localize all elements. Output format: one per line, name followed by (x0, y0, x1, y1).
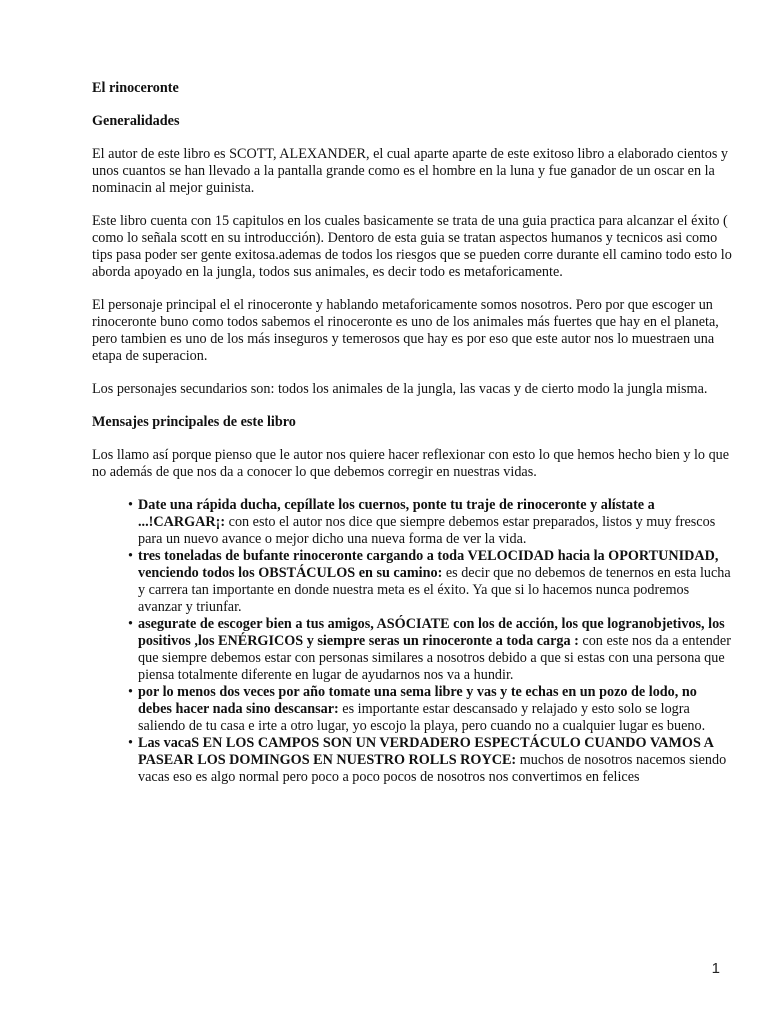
section-heading-generalidades: Generalidades (92, 113, 180, 129)
list-item-body (138, 735, 732, 786)
messages-list (92, 497, 732, 786)
section-heading-mensajes: Mensajes principales de este libro (92, 414, 296, 430)
page-number: 1 (711, 960, 720, 977)
list-item-lead: asegurate de escoger bien a tus amigos, ASÓCIATE con los de acción, los que logranobjetivos, los positivos ,los ENÉRGICOS y siempre seras un rinoceronte a toda carga : (138, 616, 725, 649)
list-item (128, 497, 732, 548)
bullet-icon: • (128, 548, 133, 564)
list-item-lead: por lo menos dos veces por año tomate una sema libre y vas y te echas en un pozo de lodo, no debes hacer nada sino descansar: (138, 684, 697, 717)
list-item-text: muchos de nosotros nacemos siendo vacas eso es algo normal pero poco a poco pocos de nosotros nos convertimos en felices (138, 752, 727, 785)
list-item-text: con esto el autor nos dice que siempre debemos estar preparados, listos y muy frescos para un nuevo avance o mejor dicho una nueva forma de ver la vida. (138, 514, 716, 547)
paragraph-secondary-characters: Los personajes secundarios son: todos los animales de la jungla, las vacas y de cierto modo la jungla misma. (92, 381, 708, 397)
paragraph-author: El autor de este libro es SCOTT, ALEXANDER, el cual aparte aparte de este exitoso libro a elaborado cientos y unos cuantos se han llevado a la pantalla grande como es el hombre en la luna y fue ganador de un oscar en la nominacin al mejor guinista. (92, 146, 728, 196)
bullet-icon: • (128, 735, 133, 751)
list-item-lead: Date una rápida ducha, cepíllate los cuernos, ponte tu traje de rinoceronte y alístate a ...!CARGAR¡: (138, 497, 655, 530)
bullet-icon: • (128, 616, 133, 632)
list-item-lead: Las vacaS EN LOS CAMPOS SON UN VERDADERO ESPECTÁCULO CUANDO VAMOS A PASEAR LOS DOMINGOS EN NUESTRO ROLLS ROYCE: (138, 735, 714, 768)
list-item (128, 735, 732, 786)
list-item (128, 548, 732, 616)
list-item-text: es decir que no debemos de tenernos en esta lucha y carrera tan importante en donde nuestra meta es el éxito. Ya que si lo hacemos nunca podremos avanzar y triunfar. (138, 565, 731, 615)
list-item (128, 684, 732, 735)
list-item-text: con este nos da a entender que siempre debemos estar con personas similares a nosotros debido a que si estas con una persona que piensa totalmente diferente en lugar de ayudarnos nos va a hundir. (138, 633, 731, 683)
document-title: El rinoceronte (92, 80, 179, 96)
bullet-icon: • (128, 497, 133, 513)
list-item-body (138, 548, 732, 616)
bullet-icon: • (128, 684, 133, 700)
document-page (92, 80, 732, 786)
list-item-text: es importante estar descansado y relajado y esto solo se logra saliendo de tu casa e irte a otro lugar, yo escojo la playa, pero cuando no a cualquier lugar es bueno. (138, 701, 706, 734)
list-item-body (138, 497, 732, 548)
list-item-body (138, 616, 732, 684)
paragraph-main-character: El personaje principal el el rinoceronte y hablando metaforicamente somos nosotros. Pero por que escoger un rinoceronte buno como todos sabemos el rinoceronte es uno de los animales más fuertes que hay en el planeta, pero tambien es uno de los más inseguros y temerosos que hay es por eso que este autor nos lo muestraen una etapa de superacion. (92, 297, 719, 364)
list-item-lead: tres toneladas de bufante rinoceronte cargando a toda VELOCIDAD hacia la OPORTUNIDAD, venciendo todos los OBSTÁCULOS en su camino: (138, 548, 719, 581)
paragraph-chapters: Este libro cuenta con 15 capitulos en los cuales basicamente se trata de una guia practica para alcanzar el éxito ( como lo señala scott en su introducción). Dentoro de esta guia se tratan aspectos humanos y tecnicos asi como tips pasa poder ser gente exitosa.ademas de todos los riesgos que se pueden corre durante ell camino todo esto lo aborda apoyado en la jungla, todos sus animales, es decir todo es metaforicamente. (92, 213, 732, 280)
paragraph-messages-intro: Los llamo así porque pienso que le autor nos quiere hacer reflexionar con esto lo que hemos hecho bien y lo que no además de que nos da a conocer lo que debemos corregir en nuestras vidas. (92, 447, 730, 480)
list-item-body (138, 684, 732, 735)
list-item (128, 616, 732, 684)
